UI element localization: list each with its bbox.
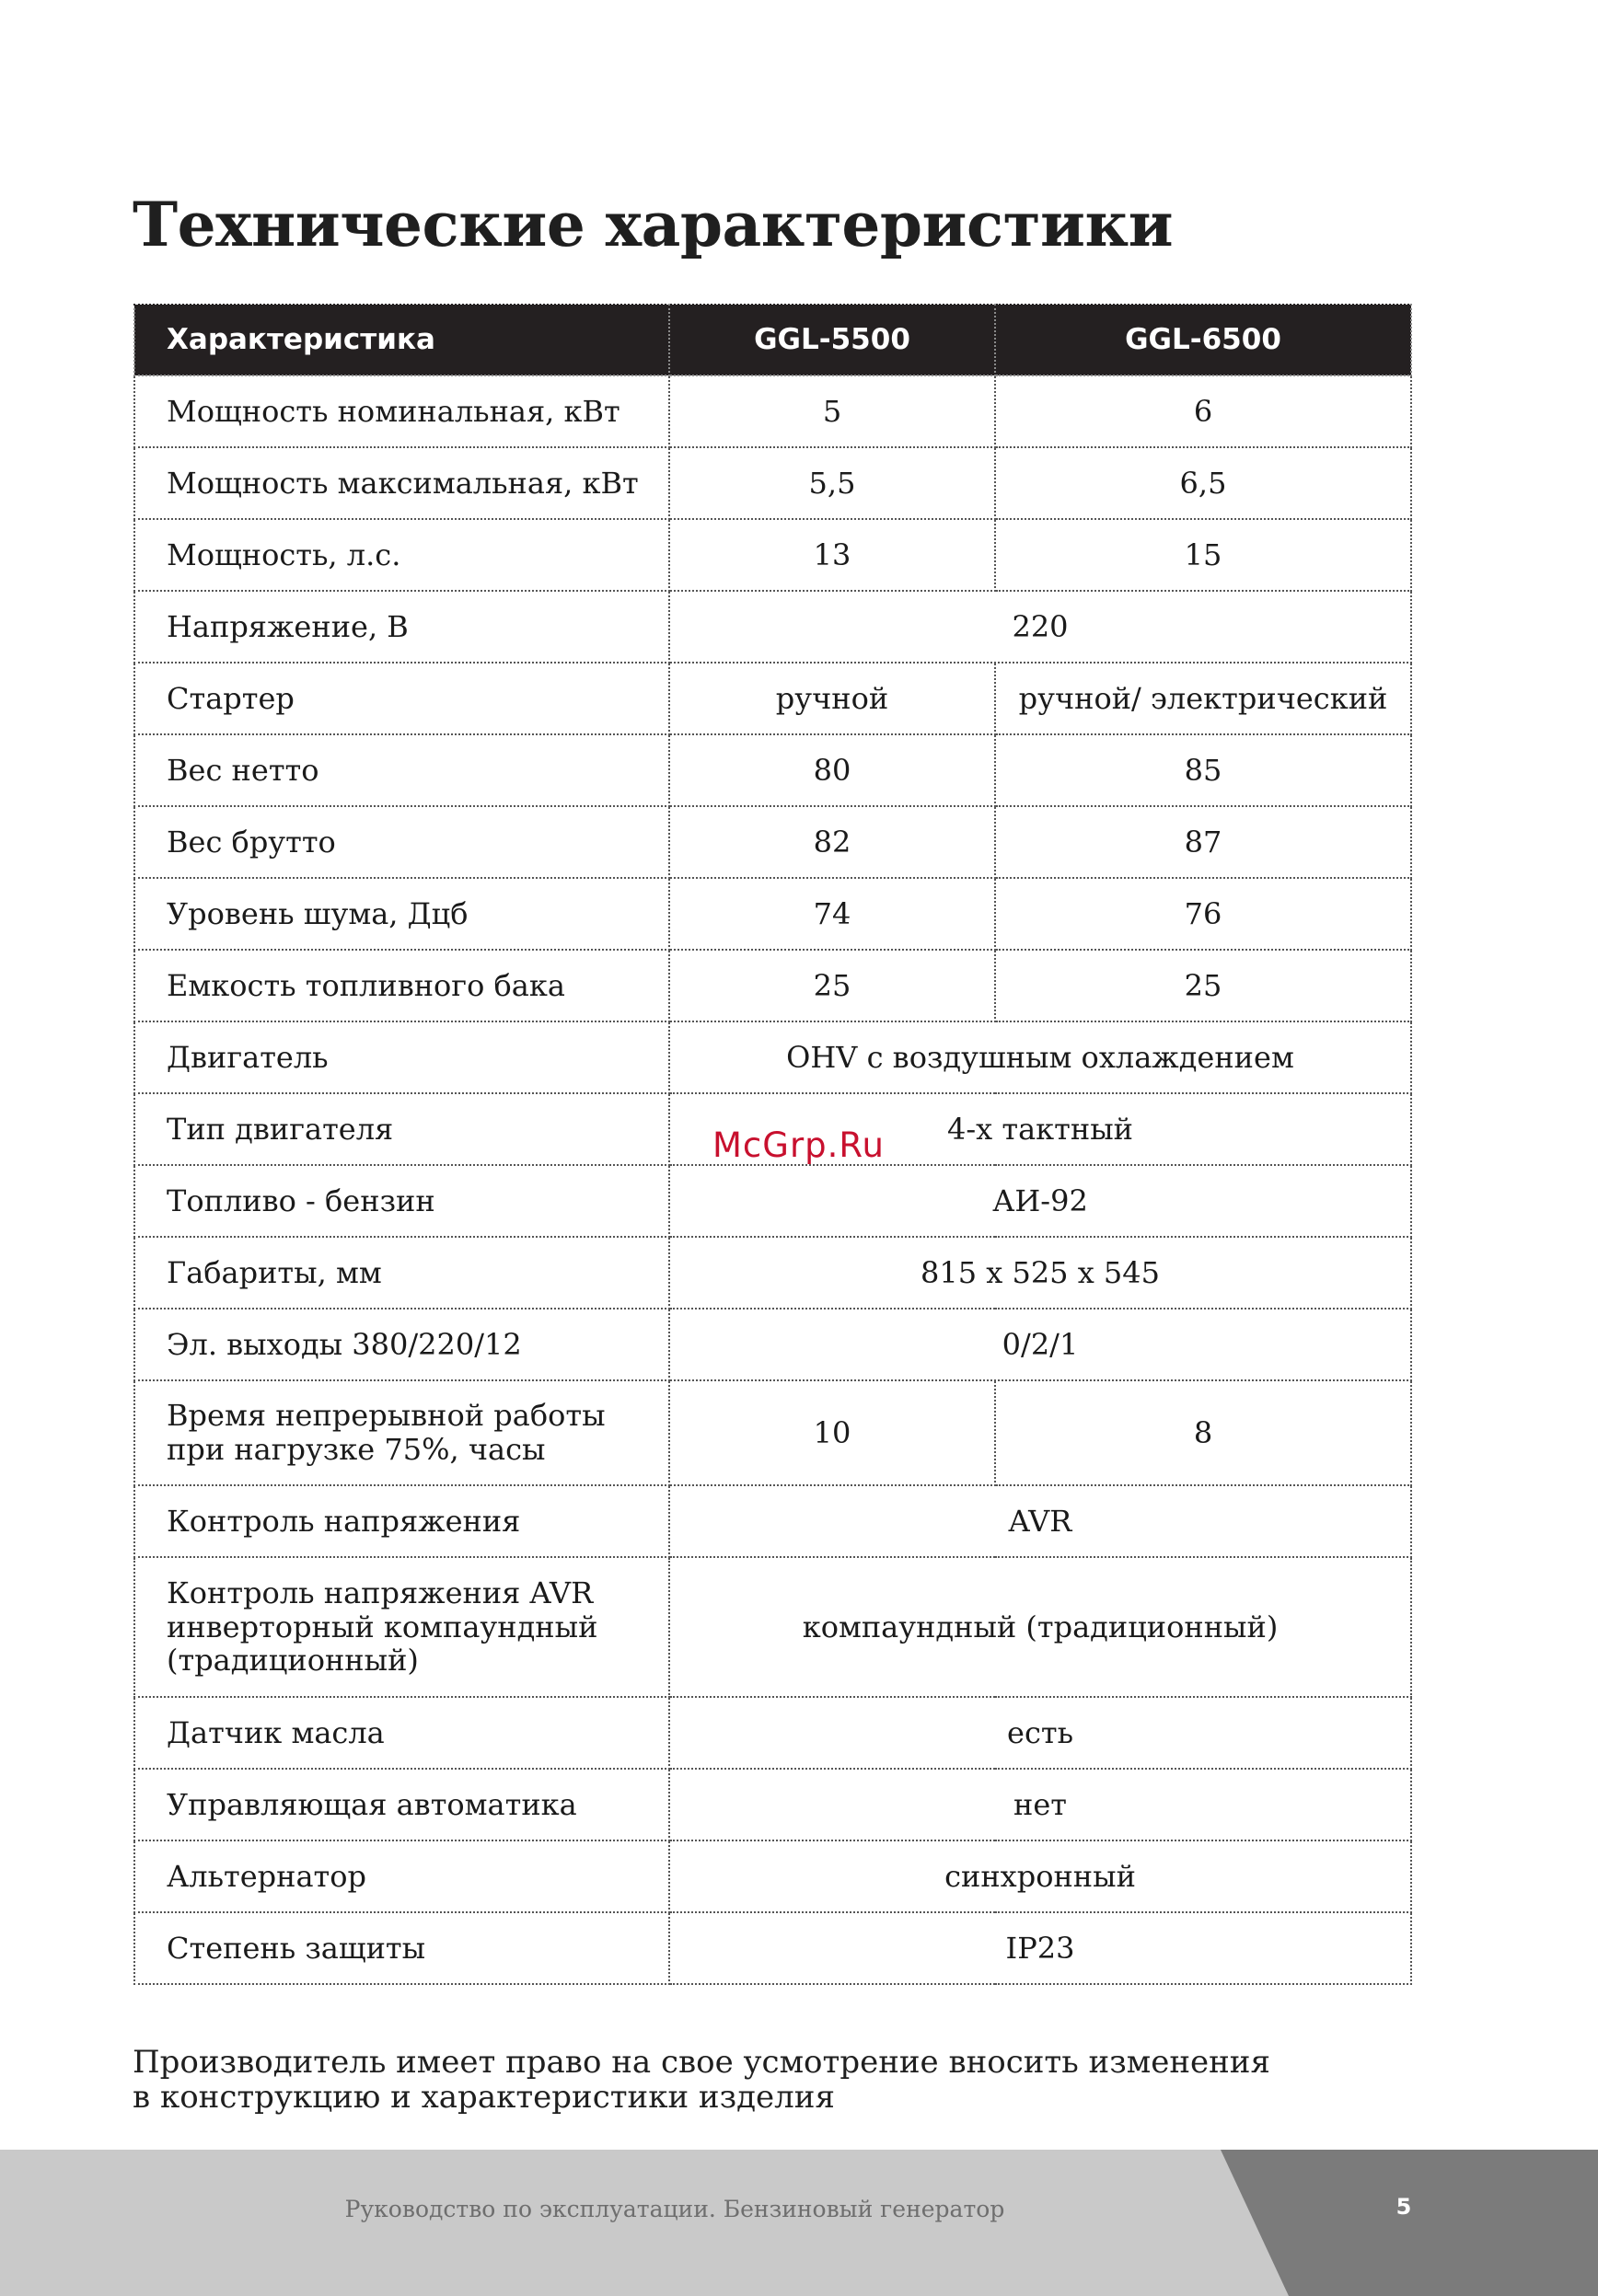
- spec-name: Датчик масла: [134, 1697, 669, 1769]
- table-row: [134, 1840, 1411, 1912]
- spec-name: Степень защиты: [134, 1912, 669, 1984]
- spec-name-line: при нагрузке 75%, часы: [167, 1432, 546, 1467]
- spec-name: Топливо - бензин: [134, 1165, 669, 1237]
- spec-value-ggl-5500: 5: [669, 375, 995, 447]
- spec-value-shared: OHV с воздушным охлаждением: [669, 1021, 1411, 1093]
- spec-name-line: Время непрерывной работы: [167, 1398, 606, 1434]
- spec-name: [134, 1380, 669, 1485]
- spec-value-ggl-6500: 85: [995, 734, 1411, 806]
- watermark: McGrp.Ru: [712, 1125, 885, 1165]
- spec-value-ggl-6500: ручной/ электрический: [995, 663, 1411, 734]
- spec-name-line: (традиционный): [167, 1643, 419, 1679]
- table-row: [134, 734, 1411, 806]
- footer-corner-shape: [0, 2150, 1598, 2296]
- spec-name: [134, 1557, 669, 1697]
- spec-value-shared: компаундный (традиционный): [669, 1557, 1411, 1697]
- note-line: в конструкцию и характеристики изделия: [133, 2079, 835, 2116]
- spec-name: Мощность максимальная, кВт: [134, 447, 669, 519]
- spec-name: Вес брутто: [134, 806, 669, 878]
- table-row: [134, 375, 1411, 447]
- spec-value-ggl-6500: 6,5: [995, 447, 1411, 519]
- spec-value-shared: AVR: [669, 1485, 1411, 1557]
- spec-value-ggl-6500: 6: [995, 375, 1411, 447]
- disclaimer-note: [133, 2045, 1329, 2115]
- table-row: [134, 1912, 1411, 1984]
- spec-value-ggl-5500: 25: [669, 950, 995, 1021]
- table-row: [134, 950, 1411, 1021]
- table-row: [134, 1769, 1411, 1840]
- spec-value-shared: АИ-92: [669, 1165, 1411, 1237]
- table-row: [134, 1697, 1411, 1769]
- header-characteristic: Характеристика: [134, 305, 669, 375]
- spec-value-shared: есть: [669, 1697, 1411, 1769]
- table-row: [134, 1557, 1411, 1697]
- spec-name: Контроль напряжения: [134, 1485, 669, 1557]
- spec-value-shared: 4-х тактный: [669, 1093, 1411, 1165]
- spec-name: Стартер: [134, 663, 669, 734]
- spec-value-ggl-6500: 25: [995, 950, 1411, 1021]
- spec-value-shared: 815 x 525 x 545: [669, 1237, 1411, 1309]
- table-row: [134, 1309, 1411, 1380]
- page-number: 5: [1395, 2194, 1412, 2220]
- spec-name-line: Контроль напряжения AVR: [167, 1575, 594, 1610]
- footer-title: Руководство по эксплуатации. Бензиновый генератор: [344, 2196, 1005, 2222]
- table-row: [134, 1165, 1411, 1237]
- table-row: [134, 1485, 1411, 1557]
- table-row: [134, 591, 1411, 663]
- spec-value-ggl-5500: 10: [669, 1380, 995, 1485]
- spec-value-ggl-5500: 13: [669, 519, 995, 591]
- table-row: [134, 519, 1411, 591]
- spec-name: Управляющая автоматика: [134, 1769, 669, 1840]
- spec-name: Мощность номинальная, кВт: [134, 375, 669, 447]
- spec-name: Тип двигателя: [134, 1093, 669, 1165]
- spec-name: Мощность, л.с.: [134, 519, 669, 591]
- spec-value-shared: 0/2/1: [669, 1309, 1411, 1380]
- spec-value-ggl-5500: 82: [669, 806, 995, 878]
- spec-value-ggl-6500: 15: [995, 519, 1411, 591]
- spec-value-ggl-6500: 8: [995, 1380, 1411, 1485]
- spec-value-ggl-5500: 80: [669, 734, 995, 806]
- table-header-row: [134, 305, 1411, 375]
- spec-value-shared: нет: [669, 1769, 1411, 1840]
- spec-value-shared: синхронный: [669, 1840, 1411, 1912]
- table-row: [134, 663, 1411, 734]
- spec-name: Вес нетто: [134, 734, 669, 806]
- spec-value-ggl-6500: 76: [995, 878, 1411, 950]
- spec-name-line: инверторный компаундный: [167, 1609, 598, 1644]
- table-body: [134, 375, 1411, 1984]
- spec-name: Емкость топливного бака: [134, 950, 669, 1021]
- header-model-ggl-5500: GGL-5500: [669, 305, 995, 375]
- spec-name: Габариты, мм: [134, 1237, 669, 1309]
- spec-value-ggl-5500: 74: [669, 878, 995, 950]
- note-line: Производитель имеет право на свое усмотрение вносить изменения: [133, 2044, 1270, 2081]
- spec-name: Уровень шума, Дцб: [134, 878, 669, 950]
- spec-name: Двигатель: [134, 1021, 669, 1093]
- table-row: [134, 878, 1411, 950]
- page-footer: [0, 2150, 1598, 2296]
- spec-value-ggl-6500: 87: [995, 806, 1411, 878]
- table-row: [134, 806, 1411, 878]
- spec-value-ggl-5500: ручной: [669, 663, 995, 734]
- spec-value-shared: 220: [669, 591, 1411, 663]
- header-model-ggl-6500: GGL-6500: [995, 305, 1411, 375]
- table-row: [134, 1237, 1411, 1309]
- spec-name: Альтернатор: [134, 1840, 669, 1912]
- table-row: [134, 447, 1411, 519]
- table-row: [134, 1380, 1411, 1485]
- table-row: [134, 1021, 1411, 1093]
- spec-name: Напряжение, В: [134, 591, 669, 663]
- spec-name: Эл. выходы 380/220/12: [134, 1309, 669, 1380]
- page-title: Технические характеристики: [133, 189, 1174, 260]
- spec-value-ggl-5500: 5,5: [669, 447, 995, 519]
- spec-value-shared: IP23: [669, 1912, 1411, 1984]
